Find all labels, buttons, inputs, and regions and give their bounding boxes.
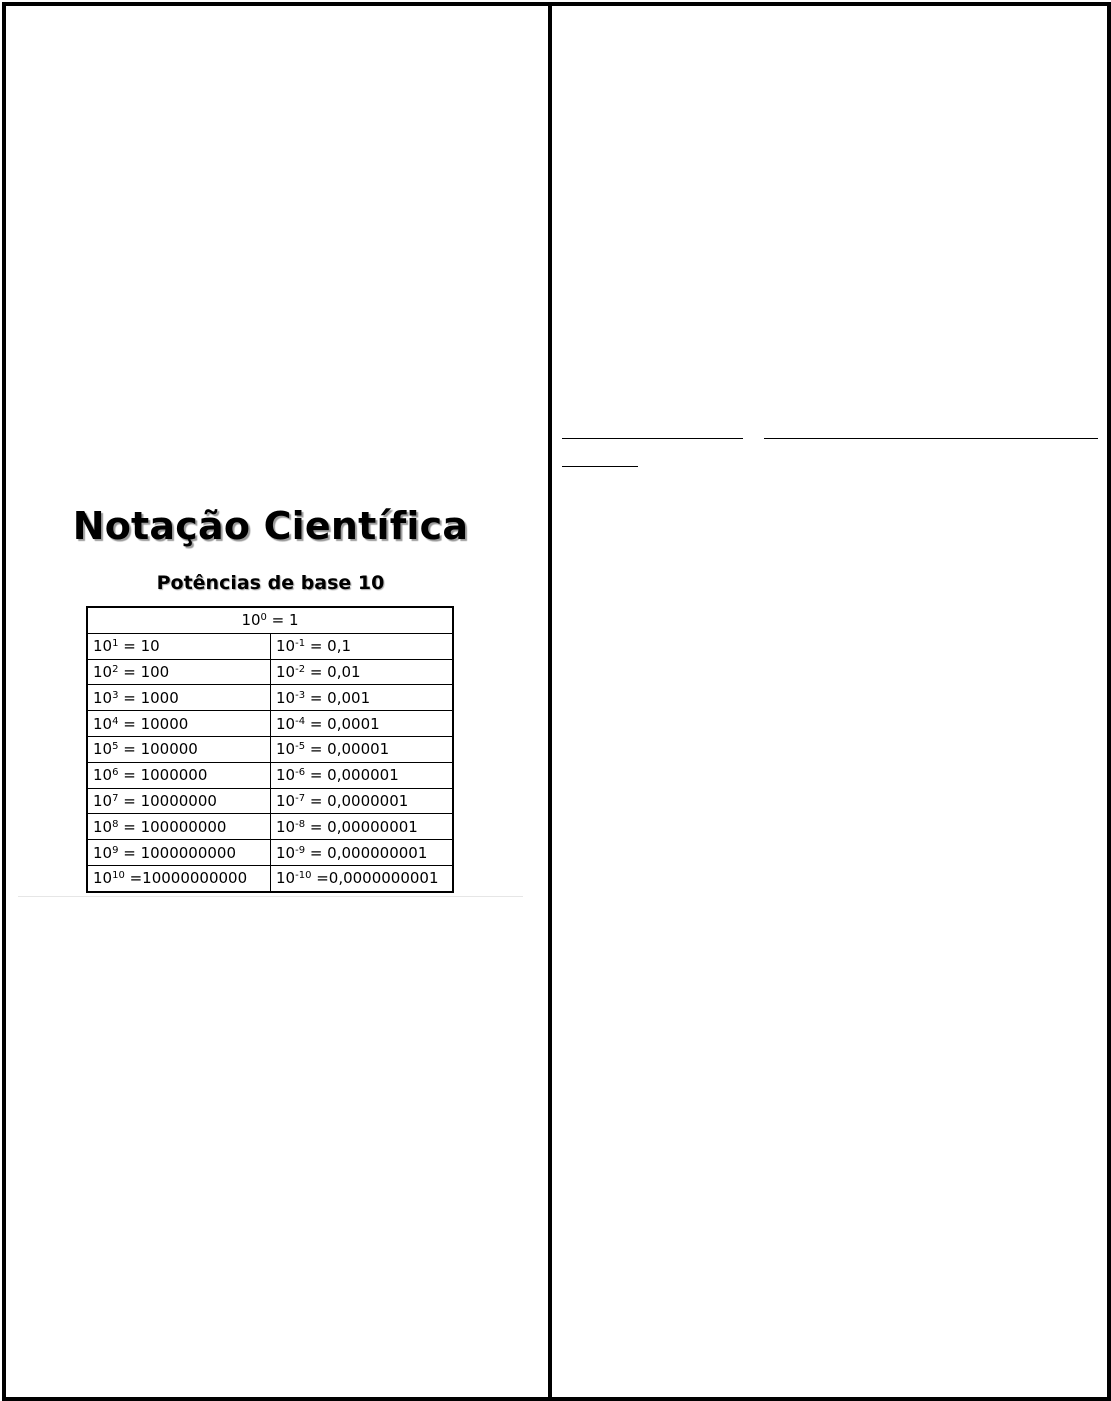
- table-cell: [87, 633, 271, 659]
- result: = 1000000: [118, 766, 208, 785]
- exponent: 5: [112, 741, 119, 753]
- table-row: [87, 711, 453, 737]
- table-cell: [271, 736, 454, 762]
- table-cell: [87, 788, 271, 814]
- table-cell: [271, 685, 454, 711]
- result: = 1000: [118, 688, 179, 707]
- table-cell: [87, 840, 271, 866]
- page-title: Notação Científica: [72, 504, 469, 548]
- table-cell: [271, 814, 454, 840]
- result: = 0,000000001: [305, 843, 428, 862]
- exponent: 2: [112, 663, 119, 675]
- exponent: -4: [295, 715, 306, 727]
- answer-line: [562, 438, 743, 439]
- table-row: [87, 762, 453, 788]
- result: =10000000000: [124, 869, 248, 888]
- table-cell: [271, 633, 454, 659]
- table-cell: [87, 685, 271, 711]
- result: = 1000000000: [118, 843, 237, 862]
- table-cell: [87, 865, 271, 891]
- exponent: -2: [295, 663, 306, 675]
- exponent: -9: [295, 844, 306, 856]
- table-row: [87, 788, 453, 814]
- result: = 0,0000001: [305, 791, 409, 810]
- powers-of-ten-table: [86, 606, 454, 893]
- base: 10: [276, 869, 296, 888]
- answer-line: [764, 438, 1098, 439]
- table-row: [87, 840, 453, 866]
- table-header-row: [87, 607, 453, 633]
- result: = 100: [118, 662, 170, 681]
- result: = 0,1: [305, 637, 352, 656]
- base: 10: [276, 662, 296, 681]
- table-cell: [87, 659, 271, 685]
- base: 10: [93, 662, 113, 681]
- table-cell: [87, 762, 271, 788]
- exponent: 9: [112, 844, 119, 856]
- table-row: [87, 633, 453, 659]
- table-cell: [271, 865, 454, 891]
- result: = 0,00001: [305, 740, 390, 759]
- base: 10: [276, 843, 296, 862]
- result: = 0,000001: [305, 766, 399, 785]
- result: = 0,0001: [305, 714, 380, 733]
- table-cell: [271, 762, 454, 788]
- base: 10: [93, 791, 113, 810]
- base: 10: [276, 740, 296, 759]
- table-row: [87, 814, 453, 840]
- exponent: -8: [295, 818, 306, 830]
- base: 10: [276, 714, 296, 733]
- table-cell: [271, 711, 454, 737]
- table-cell: [271, 659, 454, 685]
- exponent: 7: [112, 792, 119, 804]
- base: 10: [276, 688, 296, 707]
- result: = 1: [266, 611, 299, 630]
- base: 10: [93, 714, 113, 733]
- exponent: -1: [295, 638, 306, 650]
- exponent: 6: [112, 767, 119, 779]
- result: =0,0000000001: [311, 869, 439, 888]
- exponent: -7: [295, 792, 306, 804]
- base: 10: [93, 869, 113, 888]
- table-row: [87, 685, 453, 711]
- table-cell: [87, 711, 271, 737]
- exponent: 1: [112, 638, 119, 650]
- exponent: -5: [295, 741, 306, 753]
- result: = 0,00000001: [305, 817, 418, 836]
- base: 10: [241, 611, 261, 630]
- base: 10: [276, 817, 296, 836]
- table-cell: [87, 736, 271, 762]
- table-cell: [271, 840, 454, 866]
- base: 10: [93, 843, 113, 862]
- column-divider: [548, 2, 552, 1401]
- base: 10: [93, 817, 113, 836]
- base: 10: [276, 791, 296, 810]
- exponent: 3: [112, 689, 119, 701]
- answer-line: [562, 466, 638, 467]
- base: 10: [93, 688, 113, 707]
- exponent: -10: [295, 870, 312, 882]
- exponent: 10: [112, 870, 125, 882]
- table-cell: [271, 788, 454, 814]
- table-row: [87, 865, 453, 891]
- exponent: 0: [260, 612, 267, 624]
- table-subtitle: Potências de base 10: [156, 572, 385, 594]
- exponent: 8: [112, 818, 119, 830]
- exponent: 4: [112, 715, 119, 727]
- base: 10: [93, 766, 113, 785]
- table-row: [87, 659, 453, 685]
- exponent: -6: [295, 767, 306, 779]
- result: = 10000: [118, 714, 189, 733]
- result: = 0,001: [305, 688, 371, 707]
- result: = 10000000: [118, 791, 217, 810]
- base: 10: [93, 740, 113, 759]
- exponent: -3: [295, 689, 306, 701]
- table-cell: [87, 814, 271, 840]
- table-row: [87, 736, 453, 762]
- result: = 0,01: [305, 662, 361, 681]
- base: 10: [276, 637, 296, 656]
- result: = 10: [118, 637, 160, 656]
- base: 10: [276, 766, 296, 785]
- notation-card: [18, 498, 523, 897]
- result: = 100000000: [118, 817, 227, 836]
- base: 10: [93, 637, 113, 656]
- table-cell: [87, 607, 453, 633]
- result: = 100000: [118, 740, 198, 759]
